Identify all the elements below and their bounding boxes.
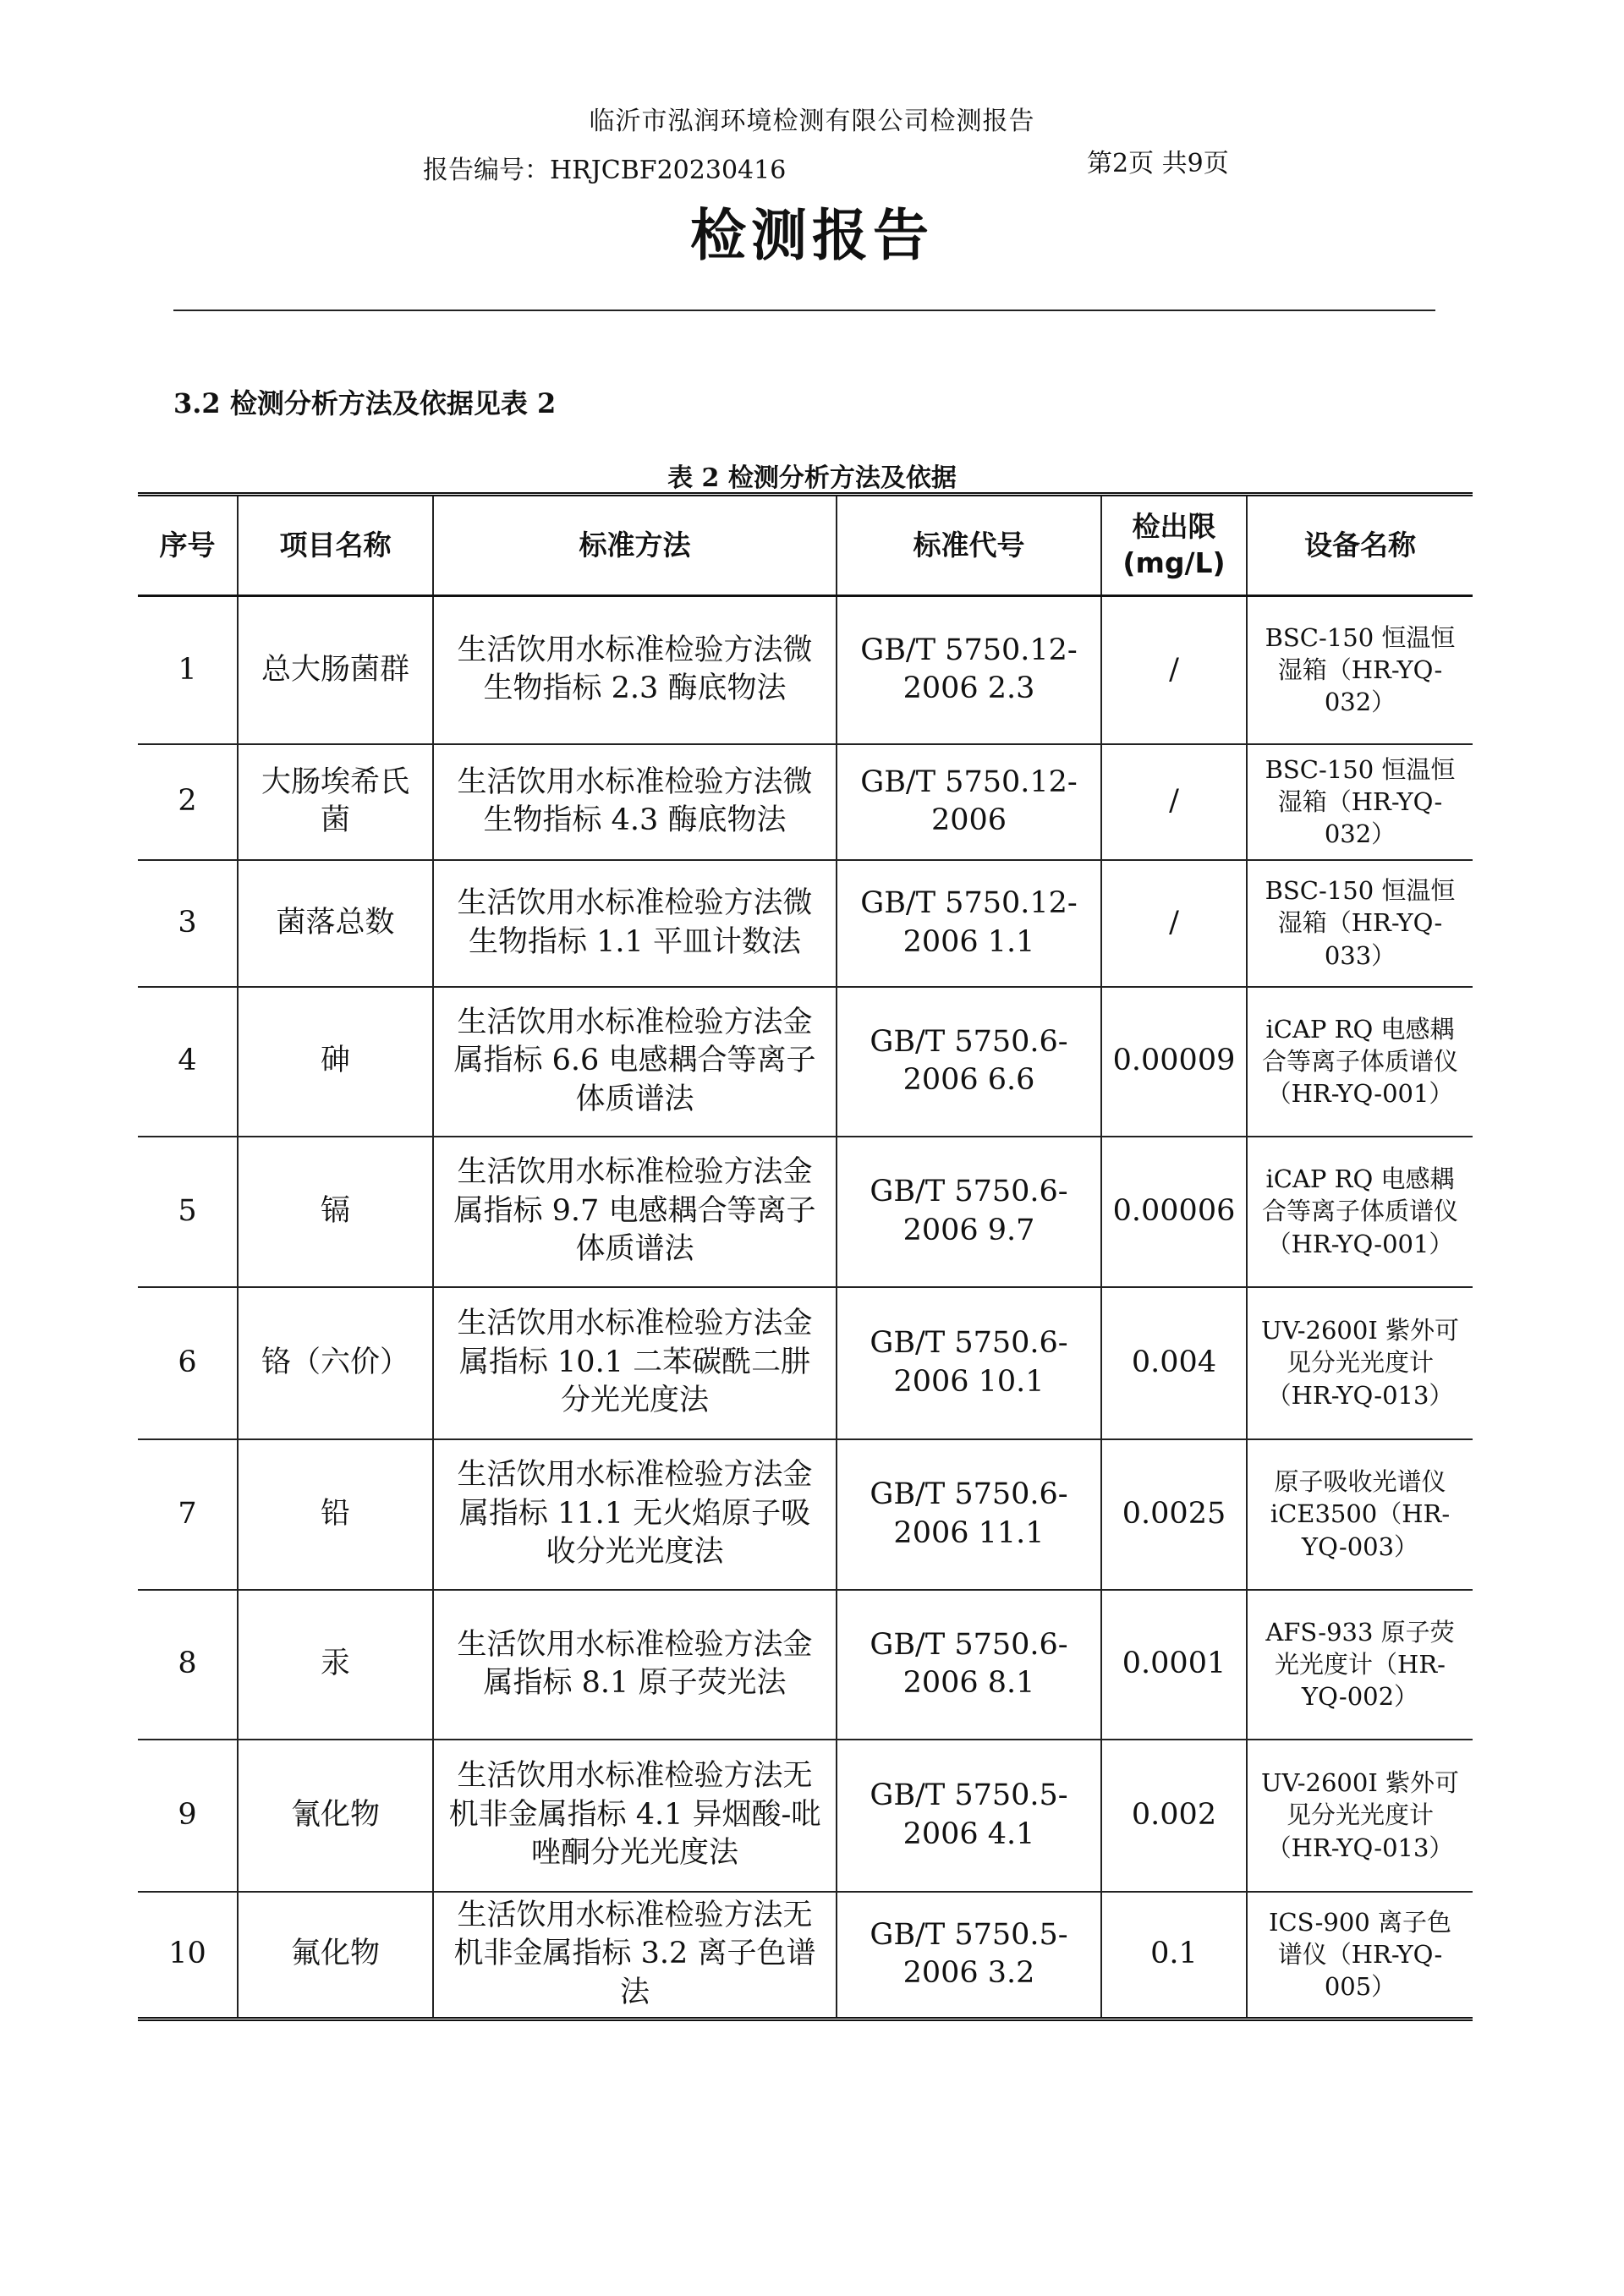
cell-item: 铬（六价） [238,1287,433,1439]
cell-limit: 0.004 [1101,1287,1247,1439]
cell-equipment: UV-2600I 紫外可见分光光度计（HR-YQ-013） [1247,1740,1473,1892]
cell-limit: 0.00009 [1101,987,1247,1137]
cell-method: 生活饮用水标准检验方法金属指标 6.6 电感耦合等离子体质谱法 [433,987,837,1137]
table-row [138,1137,1473,1287]
cell-limit: / [1101,860,1247,987]
cell-equipment: BSC-150 恒温恒湿箱（HR-YQ-032） [1247,596,1473,744]
cell-seq: 4 [138,987,238,1137]
cell-limit: 0.00006 [1101,1137,1247,1287]
cell-code: GB/T 5750.12-2006 2.3 [837,596,1101,744]
cell-item: 汞 [238,1590,433,1740]
cell-code: GB/T 5750.12-2006 1.1 [837,860,1101,987]
table-row [138,596,1473,744]
cell-equipment: iCAP RQ 电感耦合等离子体质谱仪（HR-YQ-001） [1247,987,1473,1137]
cell-limit: 0.0001 [1101,1590,1247,1740]
header-method: 标准方法 [433,496,837,596]
cell-code: GB/T 5750.6-2006 11.1 [837,1439,1101,1590]
cell-limit: 0.1 [1101,1892,1247,2017]
cell-seq: 3 [138,860,238,987]
cell-code: GB/T 5750.6-2006 9.7 [837,1137,1101,1287]
cell-method: 生活饮用水标准检验方法无机非金属指标 3.2 离子色谱法 [433,1892,837,2017]
cell-equipment: iCAP RQ 电感耦合等离子体质谱仪（HR-YQ-001） [1247,1137,1473,1287]
company-report-title: 临沂市泓润环境检测有限公司检测报告 [589,107,1035,136]
table-row [138,1287,1473,1439]
cell-code: GB/T 5750.6-2006 6.6 [837,987,1101,1137]
cell-code: GB/T 5750.6-2006 10.1 [837,1287,1101,1439]
table-row [138,1590,1473,1740]
header-limit: 检出限(mg/L) [1101,496,1247,596]
cell-method: 生活饮用水标准检验方法金属指标 8.1 原子荧光法 [433,1590,837,1740]
page-indicator: 第2页 共9页 [1087,149,1229,178]
cell-method: 生活饮用水标准检验方法金属指标 10.1 二苯碳酰二肼分光光度法 [433,1287,837,1439]
cell-seq: 1 [138,596,238,744]
header-seq: 序号 [138,496,238,596]
cell-equipment: BSC-150 恒温恒湿箱（HR-YQ-032） [1247,744,1473,860]
table-row [138,860,1473,987]
cell-limit: / [1101,744,1247,860]
cell-method: 生活饮用水标准检验方法金属指标 9.7 电感耦合等离子体质谱法 [433,1137,837,1287]
section-heading: 3.2 检测分析方法及依据见表 2 [173,387,557,419]
cell-seq: 2 [138,744,238,860]
header-equipment: 设备名称 [1247,496,1473,596]
cell-method: 生活饮用水标准检验方法微生物指标 2.3 酶底物法 [433,596,837,744]
cell-code: GB/T 5750.5-2006 3.2 [837,1892,1101,2017]
table-header-row [138,496,1473,596]
cell-item: 氟化物 [238,1892,433,2017]
cell-item: 大肠埃希氏菌 [238,744,433,860]
cell-method: 生活饮用水标准检验方法无机非金属指标 4.1 异烟酸-吡唑酮分光光度法 [433,1740,837,1892]
cell-seq: 7 [138,1439,238,1590]
cell-seq: 6 [138,1287,238,1439]
cell-equipment: ICS-900 离子色谱仪（HR-YQ-005） [1269,1907,1451,2002]
header-divider [173,310,1435,311]
cell-item: 砷 [238,987,433,1137]
cell-code: GB/T 5750.5-2006 4.1 [837,1740,1101,1892]
cell-seq: 10 [138,1892,238,2017]
cell-limit: 0.0025 [1101,1439,1247,1590]
cell-code: GB/T 5750.12-2006 [837,744,1101,860]
cell-seq: 9 [138,1740,238,1892]
cell-seq: 8 [138,1590,238,1740]
cell-item: 总大肠菌群 [238,596,433,744]
cell-item: 氰化物 [238,1740,433,1892]
table-caption: 表 2 检测分析方法及依据 [667,463,957,493]
cell-method: 生活饮用水标准检验方法金属指标 11.1 无火焰原子吸收分光光度法 [433,1439,837,1590]
cell-item: 镉 [238,1137,433,1287]
report-number: 报告编号：HRJCBF20230416 [423,156,787,185]
cell-method: 生活饮用水标准检验方法微生物指标 1.1 平皿计数法 [433,860,837,987]
cell-item: 菌落总数 [238,860,433,987]
table-row [138,1892,1473,2017]
cell-seq: 5 [138,1137,238,1287]
cell-equipment: BSC-150 恒温恒湿箱（HR-YQ-033） [1247,860,1473,987]
page-title: 检测报告 [690,203,934,268]
cell-limit: 0.002 [1101,1740,1247,1892]
cell-limit: / [1101,596,1247,744]
cell-item: 铅 [238,1439,433,1590]
table-row [138,744,1473,860]
cell-equipment: UV-2600I 紫外可见分光光度计（HR-YQ-013） [1247,1287,1473,1439]
cell-code: GB/T 5750.6-2006 8.1 [837,1590,1101,1740]
header-item: 项目名称 [238,496,433,596]
cell-equipment: AFS-933 原子荧光光度计（HR-YQ-002） [1247,1590,1473,1740]
header-code: 标准代号 [837,496,1101,596]
methods-table [138,496,1473,2017]
table-row [138,1740,1473,1892]
cell-method: 生活饮用水标准检验方法微生物指标 4.3 酶底物法 [433,744,837,860]
table-row [138,1439,1473,1590]
table-row [138,987,1473,1137]
cell-equipment: 原子吸收光谱仪 iCE3500（HR-YQ-003） [1247,1439,1473,1590]
methods-table-frame [138,492,1473,2021]
